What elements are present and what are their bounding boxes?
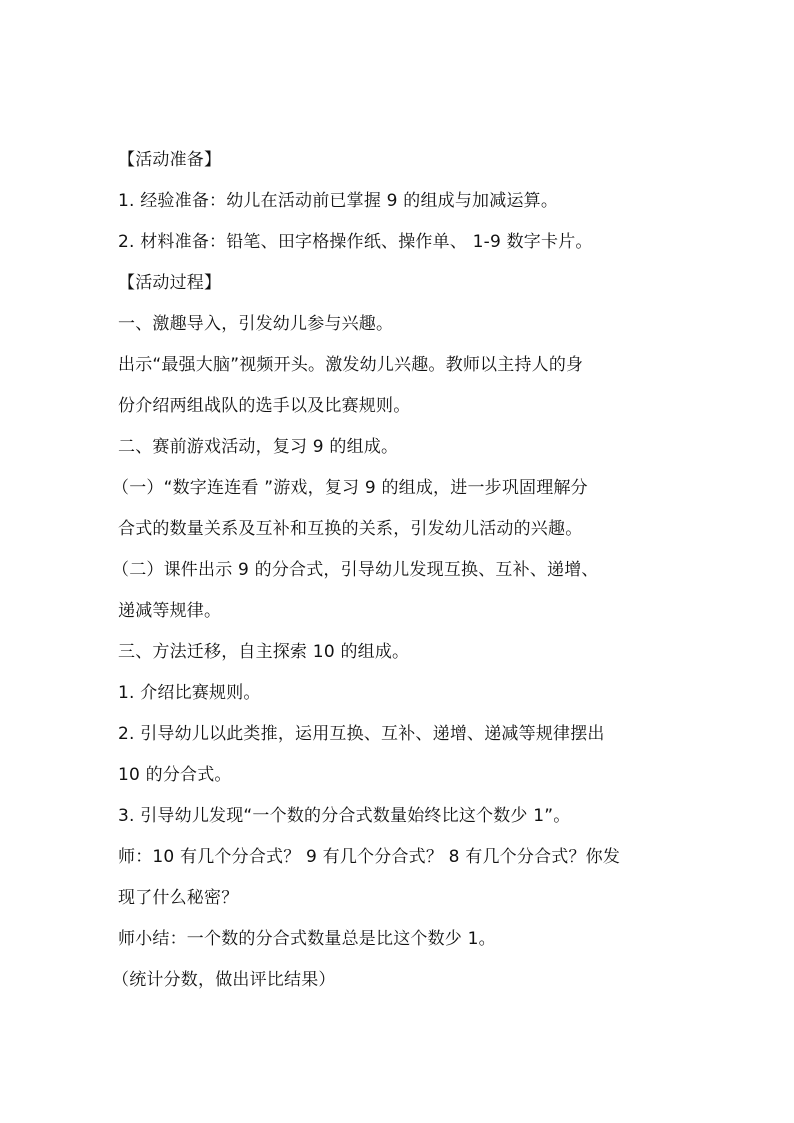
- paragraph-line: 一、激趣导入，引发幼儿参与兴趣。: [118, 314, 394, 334]
- section-heading-process: 【活动过程】: [118, 273, 222, 293]
- section-heading-preparation: 【活动准备】: [118, 150, 222, 170]
- paragraph-line: 2. 引导幼儿以此类推，运用互换、互补、递增、递减等规律摆出: [118, 724, 605, 744]
- paragraph-line: 2. 材料准备：铅笔、田字格操作纸、操作单、 1-9 数字卡片。: [118, 232, 593, 252]
- paragraph-line: 10 的分合式。: [118, 765, 232, 785]
- paragraph-line: （一）“数字连连看 ”游戏，复习 9 的组成，进一步巩固理解分: [112, 478, 588, 498]
- paragraph-line: （二）课件出示 9 的分合式，引导幼儿发现互换、互补、递增、: [112, 560, 599, 580]
- document-body: [112, 140, 678, 1001]
- paragraph-line: 合式的数量关系及互补和互换的关系，引发幼儿活动的兴趣。: [118, 519, 583, 539]
- paragraph-line: 1. 介绍比赛规则。: [118, 683, 261, 703]
- paragraph-line: 1. 经验准备：幼儿在活动前已掌握 9 的组成与加减运算。: [118, 191, 559, 211]
- paragraph-line: 3. 引导幼儿发现“一个数的分合式数量始终比这个数少 1”。: [118, 806, 571, 826]
- paragraph-line: 递减等规律。: [118, 601, 222, 621]
- paragraph-line: 师：10 有几个分合式？ 9 有几个分合式？ 8 有几个分合式？你发: [118, 847, 621, 867]
- paragraph-line: 出示“最强大脑”视频开头。激发幼儿兴趣。教师以主持人的身: [118, 355, 584, 375]
- paragraph-line: 现了什么秘密？: [118, 888, 239, 908]
- paragraph-line: 二、赛前游戏活动，复习 9 的组成。: [118, 437, 399, 457]
- paragraph-line: 三、方法迁移，自主探索 10 的组成。: [118, 642, 410, 662]
- paragraph-line: 师小结：一个数的分合式数量总是比这个数少 1。: [118, 929, 496, 949]
- paragraph-line: 份介绍两组战队的选手以及比赛规则。: [118, 396, 411, 416]
- paragraph-line: （统计分数，做出评比结果）: [112, 970, 336, 990]
